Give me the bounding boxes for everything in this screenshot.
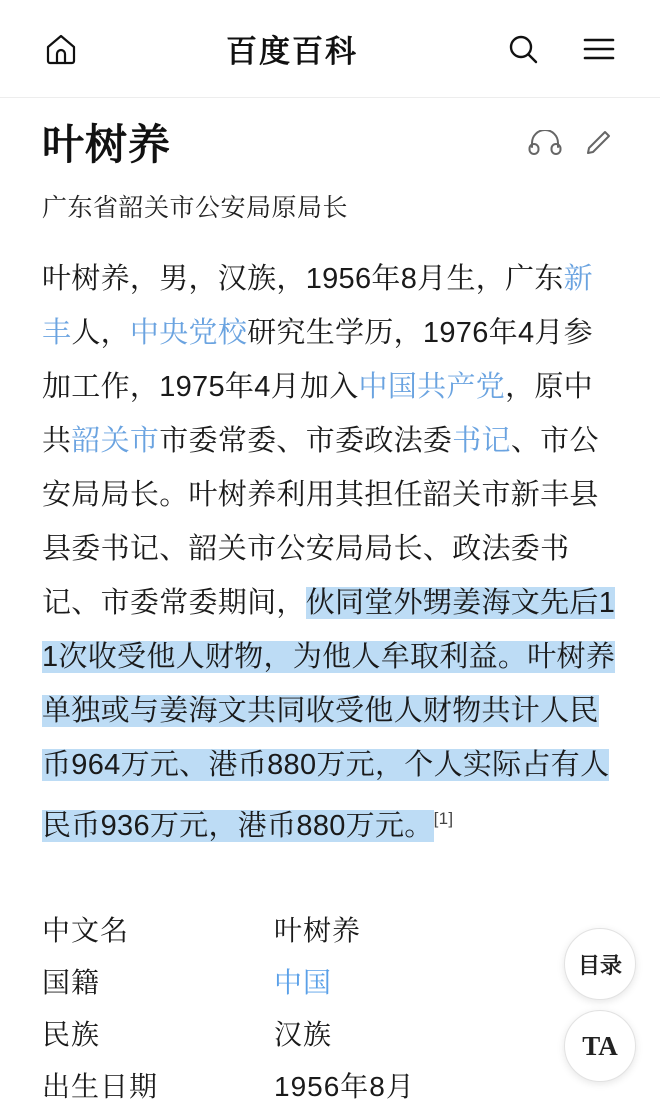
info-value: 汉族: [274, 1019, 333, 1051]
paragraph-text: 人，: [71, 317, 130, 350]
font-size-button[interactable]: TA: [564, 1010, 636, 1082]
hamburger-menu-icon[interactable]: [576, 26, 622, 72]
info-value[interactable]: 中国: [274, 967, 333, 999]
search-icon[interactable]: [500, 26, 546, 72]
basic-info-table: [42, 905, 618, 1113]
home-icon[interactable]: [38, 26, 84, 72]
article-container: [0, 98, 660, 1113]
highlighted-text: 伙同堂外甥姜海文先后11次收受他人财物，为他人牟取利益。叶树养单独或与姜海文共同收受他人财物共计人民币964万元、港币880万元，个人实际占有人民币936万元，港币880万元。: [42, 587, 616, 843]
headphones-icon[interactable]: [528, 130, 562, 161]
entry-title-row: [42, 98, 618, 170]
app-header: [0, 0, 660, 98]
page-title: 百度百科: [226, 34, 358, 69]
table-row: [42, 1009, 618, 1061]
info-key: 出生日期: [42, 1071, 159, 1103]
inline-link[interactable]: 中国共产党: [358, 371, 506, 404]
inline-link[interactable]: 韶关市: [71, 425, 160, 458]
info-value: 叶树养: [274, 915, 362, 947]
pencil-edit-icon[interactable]: [584, 129, 612, 162]
info-value: 1956年8月: [274, 1071, 415, 1103]
inline-link[interactable]: 新丰: [42, 263, 593, 350]
inline-link[interactable]: 书记: [452, 425, 511, 458]
info-key: 中文名: [42, 915, 130, 947]
paragraph-text: 市委常委、市委政法委: [159, 425, 453, 458]
paragraph-text: 、市公安局局长。叶树养利用其担任韶关市新丰县县委书记、韶关市公安局局长、政法委书记、市委常委期间，: [42, 425, 599, 620]
entry-subtitle: 广东省韶关市公安局原局长: [42, 194, 349, 223]
paragraph-text: 叶树养，男，汉族，1956年8月生，广东: [42, 263, 564, 296]
entry-title-actions: [528, 129, 618, 162]
article-paragraph: [42, 252, 618, 853]
info-key: 民族: [42, 1019, 101, 1051]
catalog-button[interactable]: 目录: [564, 928, 636, 1000]
reference-marker[interactable]: [1]: [433, 809, 454, 829]
table-row: [42, 905, 618, 957]
paragraph-text: 研究生学历，1976年4月参加工作，1975年4月加入: [42, 317, 593, 404]
table-row: [42, 1061, 618, 1113]
paragraph-text: ，原中共: [42, 371, 593, 458]
info-key: 国籍: [42, 967, 101, 999]
inline-link[interactable]: 中央党校: [129, 317, 248, 350]
table-row: [42, 957, 618, 1009]
entry-title: 叶树养: [42, 121, 172, 168]
